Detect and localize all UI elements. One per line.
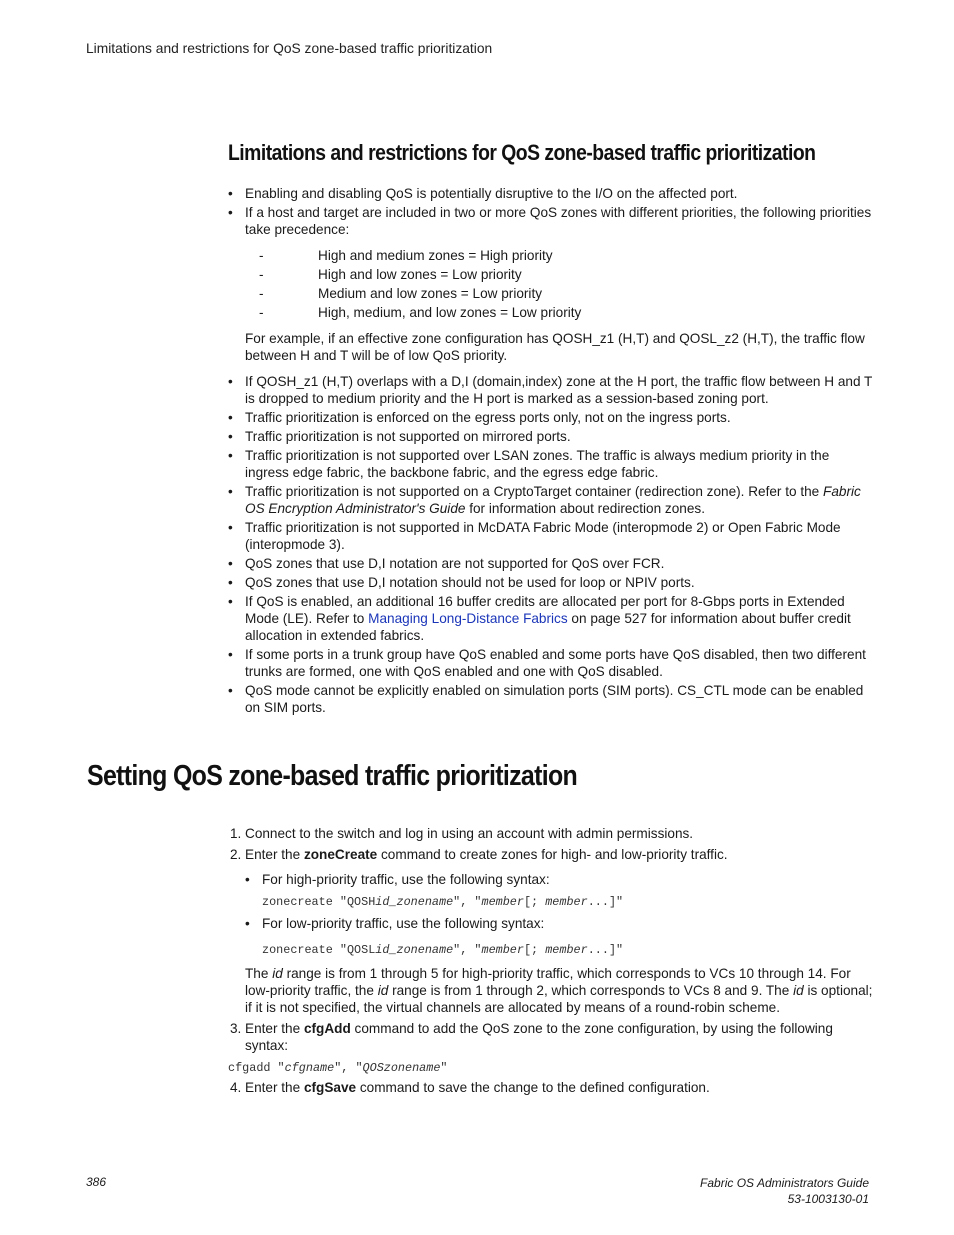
code-example-low-priority (262, 942, 873, 959)
code-param: member (545, 895, 588, 909)
procedure-step (228, 846, 873, 1016)
step-number: 4. (230, 1080, 242, 1095)
code-param: member (481, 895, 524, 909)
page-number: 386 (86, 1175, 107, 1189)
code-run: zonecreate "QOSH (262, 895, 376, 909)
code-param: cfgname (284, 1061, 335, 1075)
syntax-item: • For high-priority traffic, use the following syntax: (245, 871, 873, 888)
code-example-high-priority (262, 894, 873, 911)
list-item (228, 204, 873, 322)
list-item: • Enabling and disabling QoS is potentially disruptive to the I/O on the affected port. (228, 185, 873, 202)
text-run: for information about redirection zones. (465, 501, 705, 516)
list-item: • QoS mode cannot be explicitly enabled on simulation ports (SIM ports). CS_CTL mode can be enabled on SIM ports. (228, 682, 873, 716)
param-id: id (793, 983, 804, 998)
limitations-list (228, 185, 873, 322)
list-item: • Traffic prioritization is not supported in McDATA Fabric Mode (interopmode 2) or Open Fabric Mode (interopmode 3). (228, 519, 873, 553)
text-run: Enter the (245, 847, 304, 862)
procedure-step (228, 825, 873, 842)
list-item (228, 593, 873, 644)
param-id: id (377, 983, 389, 998)
syntax-list (245, 915, 873, 932)
text-run: If QoS is enabled, an additional 16 buffer credits are allocated per port for 8-Gbps ports in Extended Mode (LE). Refer to (245, 594, 845, 626)
text-run: The (245, 966, 273, 981)
id-range-paragraph (245, 965, 873, 1016)
code-run: " (440, 1061, 448, 1075)
text-run: command to add the QoS zone to the zone configuration, by using the following syntax: (245, 1021, 833, 1053)
guide-title-reference: Fabric OS Encryption Administrator's Guide (245, 484, 861, 516)
step-text: Connect to the switch and log in using an account with admin permissions. (245, 826, 694, 841)
code-run: zonecreate "QOSL (262, 943, 376, 957)
code-param: member (481, 943, 524, 957)
code-run: ", " (334, 1061, 363, 1075)
procedure-step (228, 1020, 873, 1054)
command-name: cfgSave (303, 1080, 357, 1095)
procedure-step (228, 1079, 873, 1096)
setting-qos-section (228, 825, 873, 1100)
list-item (228, 483, 873, 517)
list-item: • Traffic prioritization is enforced on the egress ports only, not on the ingress ports. (228, 409, 873, 426)
code-param: id_zonename (375, 895, 454, 909)
list-item: • Traffic prioritization is not supported over LSAN zones. The traffic is always medium priority in the ingress edge fabric, the backbone fabric, and the egress edge fabric. (228, 447, 873, 481)
priority-rule: - Medium and low zones = Low priority (245, 284, 873, 303)
list-item: • QoS zones that use D,I notation are not supported for QoS over FCR. (228, 555, 873, 572)
step-number: 3. (230, 1021, 242, 1036)
syntax-list (245, 871, 873, 888)
section-heading-limitations: Limitations and restrictions for QoS zone-based traffic prioritization (228, 140, 816, 165)
code-example-cfgadd (228, 1060, 873, 1077)
step-number: 1. (230, 826, 242, 841)
code-run: ...]" (587, 895, 624, 909)
code-param: QOSzonename (362, 1061, 441, 1075)
priority-rule: - High and low zones = Low priority (245, 265, 873, 284)
running-header: Limitations and restrictions for QoS zone-based traffic prioritization (86, 41, 493, 56)
list-item: • If QOSH_z1 (H,T) overlaps with a D,I (domain,index) zone at the H port, the traffic flow between H and T is dropped to medium priority and the H port is marked as a session-based zoning port. (228, 373, 873, 407)
list-item-text: If a host and target are included in two or more QoS zones with different priorities, the following priorities take precedence: (245, 205, 872, 237)
limitations-list-continued (228, 373, 873, 716)
guide-title: Fabric OS Administrators Guide (700, 1176, 869, 1190)
procedure-steps (228, 825, 873, 1054)
code-run: cfgadd " (228, 1061, 285, 1075)
code-run: ...]" (587, 943, 624, 957)
code-run: [; (523, 895, 546, 909)
limitations-section (228, 185, 873, 718)
example-paragraph: For example, if an effective zone configuration has QOSH_z1 (H,T) and QOSL_z2 (H,T), the traffic flow between H and T will be of low QoS priority. (245, 331, 865, 363)
list-item: • If some ports in a trunk group have QoS enabled and some ports have QoS disabled, then two different trunks are formed, one with QoS enabled and one with QoS disabled. (228, 646, 873, 680)
long-distance-fabrics-link[interactable]: Managing Long-Distance Fabrics (368, 611, 568, 626)
list-item: • QoS zones that use D,I notation should not be used for loop or NPIV ports. (228, 574, 873, 591)
text-run: on page 527 for information about buffer credit allocation in extended fabrics. (245, 611, 851, 643)
text-run: command to save the change to the defined configuration. (356, 1080, 710, 1095)
step-number: 2. (230, 847, 242, 862)
text-run: Enter the (245, 1080, 304, 1095)
doc-number: 53-1003130-01 (787, 1192, 869, 1206)
priority-rule: - High, medium, and low zones = Low priority (245, 303, 873, 322)
syntax-item: • For low-priority traffic, use the following syntax: (245, 915, 873, 932)
priority-rule: - High and medium zones = High priority (245, 246, 873, 265)
param-id: id (272, 966, 283, 981)
command-name: cfgAdd (303, 1021, 351, 1036)
code-run: ", " (453, 943, 482, 957)
text-run: command to create zones for high- and low-priority traffic. (377, 847, 728, 862)
code-run: ", " (453, 895, 482, 909)
command-name: zoneCreate (303, 847, 378, 862)
text-run: is optional; if it is not specified, the virtual channels are allocated by means of a round-robin scheme. (245, 983, 873, 1015)
text-run: Enter the (245, 1021, 304, 1036)
text-run: Traffic prioritization is not supported on a CryptoTarget container (redirection zone). Refer to the (245, 484, 824, 499)
footer-doc-info (700, 1175, 869, 1207)
code-run: [; (523, 943, 546, 957)
procedure-steps-continued (228, 1079, 873, 1096)
list-item: • Traffic prioritization is not supported on mirrored ports. (228, 428, 873, 445)
priority-rules-list (245, 246, 873, 322)
text-run: range is from 1 through 2, which corresponds to VCs 8 and 9. The (388, 983, 794, 998)
section-heading-setting-qos: Setting QoS zone-based traffic prioritization (87, 760, 578, 792)
code-param: member (545, 943, 588, 957)
text-run: range is from 1 through 5 for high-priority traffic, which corresponds to VCs 10 through 14. For low-priority traffic, the (245, 966, 851, 998)
code-param: id_zonename (375, 943, 454, 957)
